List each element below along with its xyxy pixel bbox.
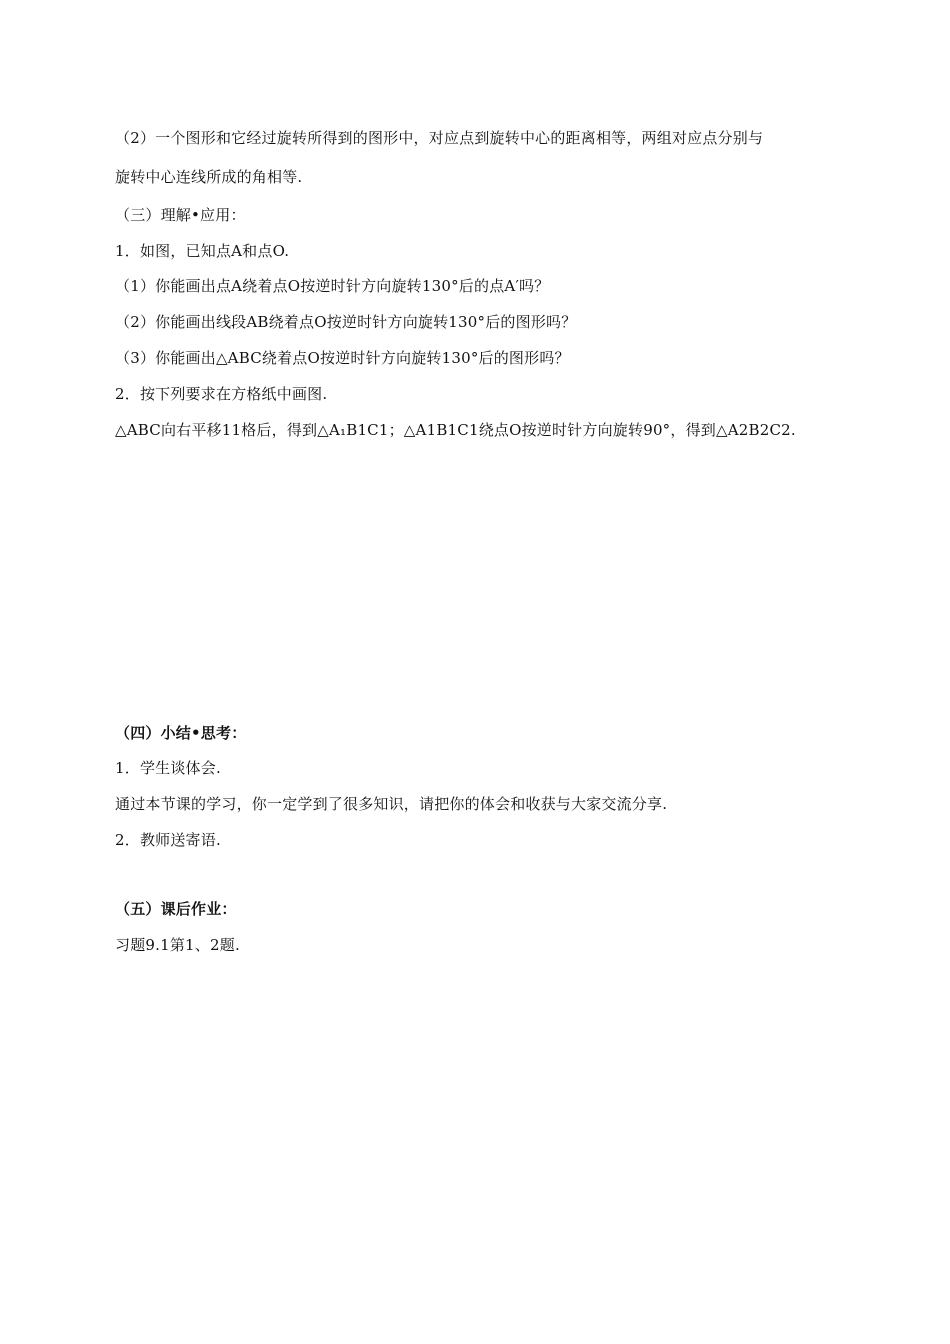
point2-line2: 旋转中心连线所成的角相等. (115, 168, 303, 186)
summary-item-1: 1．学生谈体会. (115, 759, 221, 777)
summary-item-2: 2．教师送寄语. (115, 831, 221, 849)
question-2-detail: △ABC向右平移11格后，得到△A₁B1C1；△A1B1C1绕点O按逆时针方向旋转90°，得到△A2B2C2. (115, 421, 796, 439)
section-four-heading: （四）小结•思考： (115, 724, 247, 742)
question-1-sub-2: （2）你能画出线段AB绕着点O按逆时针方向旋转130°后的图形吗？ (115, 313, 577, 331)
homework-text: 习题9.1第1、2题. (115, 936, 240, 954)
section-three-heading: （三）理解•应用： (115, 206, 246, 224)
question-1: 1．如图，已知点A和点O. (115, 242, 290, 260)
summary-item-1-detail: 通过本节课的学习，你一定学到了很多知识，请把你的体会和收获与大家交流分享. (115, 795, 668, 813)
section-five-heading: （五）课后作业： (115, 900, 237, 918)
question-2: 2．按下列要求在方格纸中画图. (115, 385, 328, 403)
question-1-sub-3: （3）你能画出△ABC绕着点O按逆时针方向旋转130°后的图形吗？ (115, 349, 570, 367)
question-1-sub-1: （1）你能画出点A绕着点O按逆时针方向旋转130°后的点A′吗？ (115, 277, 550, 295)
point2-line1: （2）一个图形和它经过旋转所得到的图形中，对应点到旋转中心的距离相等，两组对应点分别与 (115, 129, 764, 147)
